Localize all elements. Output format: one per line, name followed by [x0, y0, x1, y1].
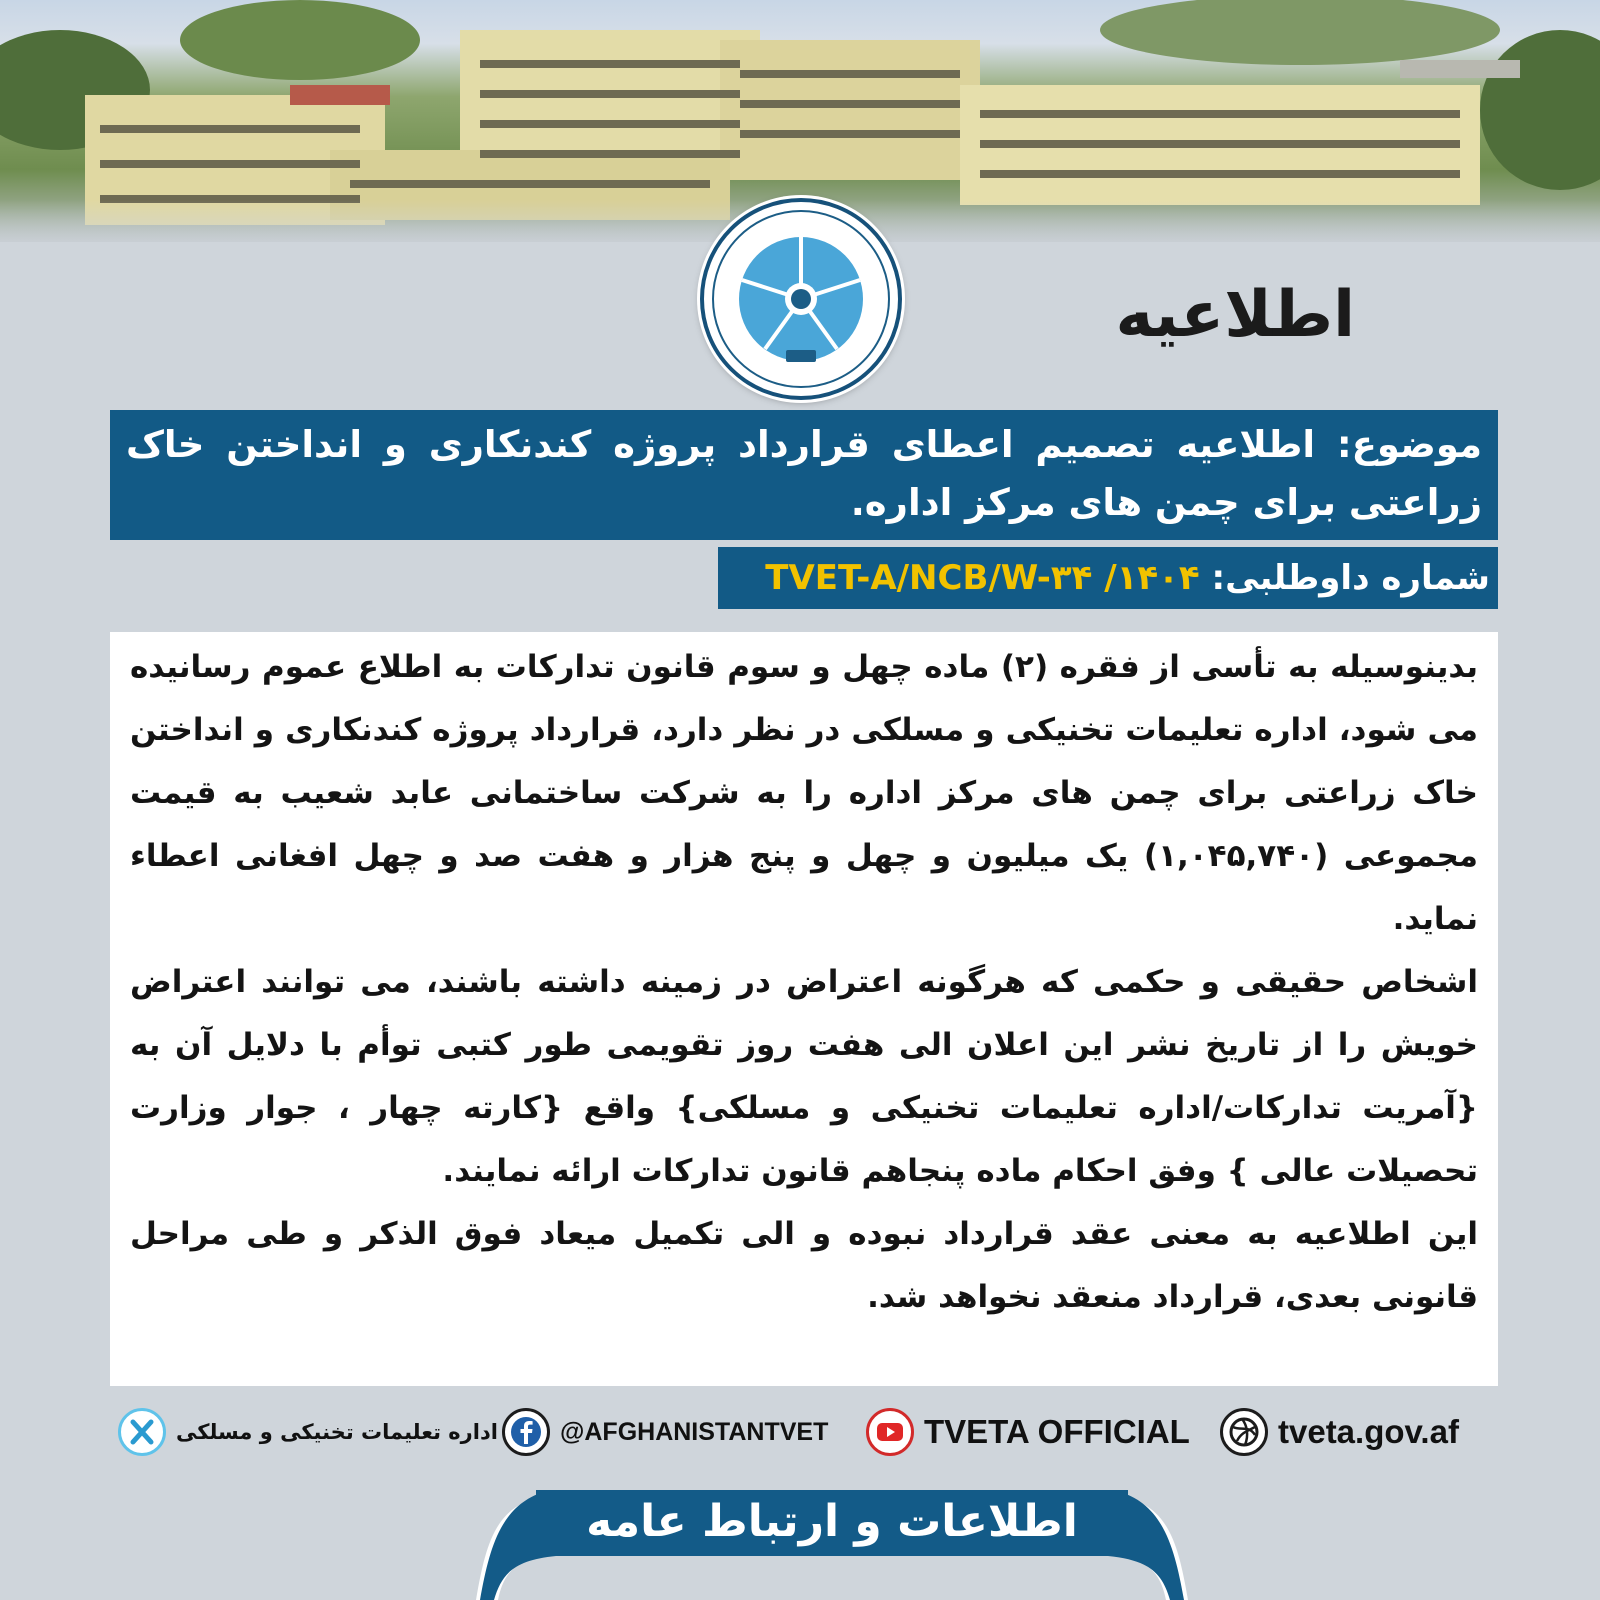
footer-tab [476, 1482, 1188, 1600]
body-paragraph: اشخاص حقیقی و حکمی که هرگونه اعتراض در زمینه داشته باشند، می توانند اعتراض خویش را از تاریخ نشر این اعلان الی هفت روز تقویمی طور کتبی توأم با دلایل آن به {آمریت تدارکات/اداره تعلیمات تخنیکی و مسلکی} واقع {کارته چهار ، جوار وزارت تحصیلات عالی } وفق احکام ماده پنجاهم قانون تدارکات ارائه نمایند. [130, 964, 1478, 1189]
social-web-label: tveta.gov.af [1278, 1413, 1459, 1450]
facebook-icon [502, 1408, 550, 1456]
social-x-label: اداره تعلیمات تخنیکی و مسلکی [176, 1420, 498, 1444]
bid-number-label: شماره داوطلبی: [1211, 558, 1490, 598]
social-links [110, 1404, 1498, 1460]
logo-emblem [704, 202, 898, 396]
subject-box [110, 410, 1498, 540]
social-youtube[interactable] [866, 1404, 1190, 1460]
globe-icon [1220, 1408, 1268, 1456]
announcement-title: اطلاعیه [1115, 278, 1355, 352]
subject-text: موضوع: اطلاعیه تصمیم اعطای قرارداد پروژه کندنکاری و انداختن خاک زراعتی برای چمن های مرکز اداره. [126, 423, 1482, 524]
bid-number-box [718, 547, 1498, 609]
footer-label: اطلاعات و ارتباط عامه [586, 1496, 1078, 1547]
body-paragraph: بدینوسیله به تأسی از فقره (۲) ماده چهل و سوم قانون تدارکات به اطلاع عموم رسانیده می شود، اداره تعلیمات تخنیکی و مسلکی در نظر دارد، قرارداد پروژه کندنکاری و انداختن خاک زراعتی برای چمن های مرکز اداره را به شرکت ساختمانی عابد شعیب به قیمت مجموعی (۱,۰۴۵,۷۴۰) یک میلیون و چهل و پنج هزار و هفت صد و چهل افغانی اعطاء نماید. [130, 649, 1478, 937]
body-paragraph: این اطلاعیه به معنی عقد قرارداد نبوده و الی تکمیل میعاد فوق الذکر و طی مراحل قانونی بعدی، قرارداد منعقد نخواهد شد. [130, 1216, 1478, 1315]
tveta-seal-logo [700, 198, 902, 400]
social-facebook[interactable] [502, 1404, 828, 1460]
social-x[interactable] [118, 1404, 498, 1460]
social-web[interactable] [1220, 1404, 1459, 1460]
social-facebook-label: @AFGHANISTANTVET [560, 1417, 829, 1446]
youtube-icon [866, 1408, 914, 1456]
announcement-body [110, 632, 1498, 1386]
bid-number-value: TVET-A/NCB/W-۳۴ /۱۴۰۴ [765, 558, 1200, 598]
x-twitter-icon [118, 1408, 166, 1456]
social-youtube-label: TVETA OFFICIAL [924, 1413, 1190, 1450]
